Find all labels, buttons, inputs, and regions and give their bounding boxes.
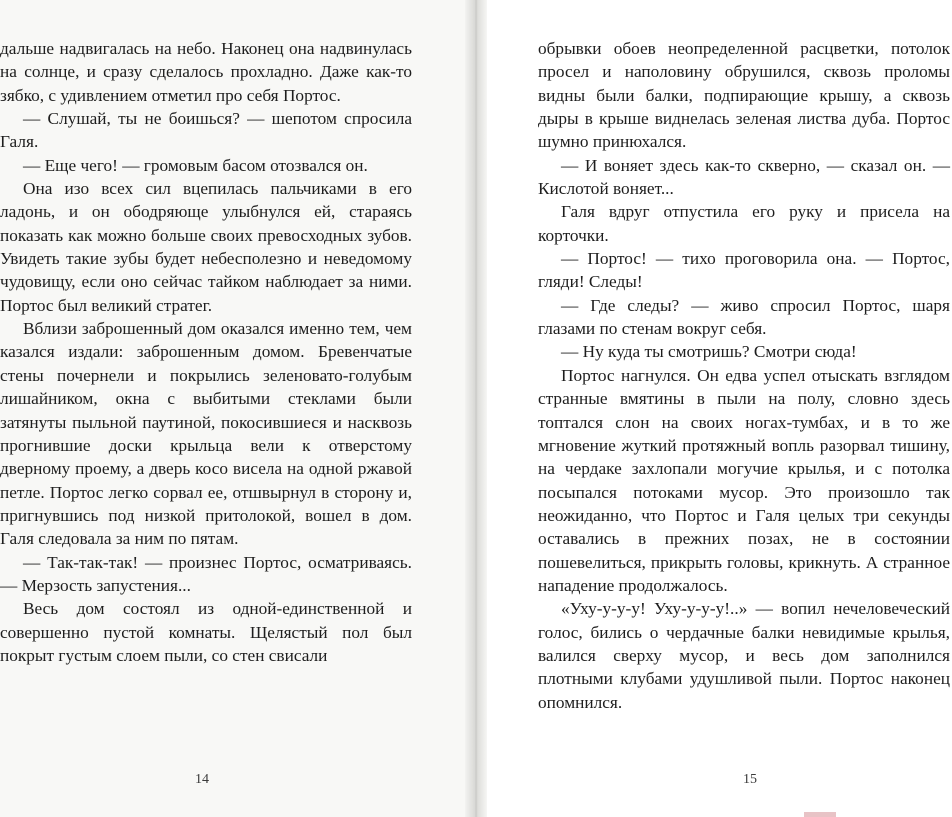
bottom-edge-mark bbox=[804, 812, 836, 817]
paragraph: — Портос! — тихо проговорила она. — Портос, гляди! Следы! bbox=[538, 249, 950, 292]
paragraph: Весь дом состоял из одной-единственной и совершенно пустой комнаты. Щелястый пол был покрыт густым слоем пыли, со стен свисали bbox=[0, 599, 412, 665]
paragraph: — Так-так-так! — произнес Портос, осматриваясь. — Мерзость запустения... bbox=[0, 552, 412, 595]
paragraph: — И воняет здесь как-то скверно, — сказал он. — Кислотой воняет... bbox=[538, 155, 950, 199]
paragraph: Портос нагнулся. Он едва успел отыскать взглядом странные вмятины в пыли на полу, словно здесь топтался слон на своих ногах-тумбах, и в то же мгновение жуткий протяжный вопль разорвал тишину, на чердаке захлопали могучие крылья, и с потолка посыпался потоками мусор. Это произошло так неожиданно, что Портос и Галя целых три секунды оставались в прежних позах, не в состоянии пошевелиться, прикрыть головы, крикнуть. А странное нападение продолжалось. bbox=[538, 365, 950, 595]
paragraph: — Еще чего! — громовым басом отозвался он. bbox=[23, 155, 368, 175]
paragraph: — Где следы? — живо спросил Портос, шаря глазами по стенам вокруг себя. bbox=[538, 295, 950, 339]
right-page-text bbox=[538, 37, 950, 714]
left-page bbox=[0, 0, 474, 817]
right-page bbox=[478, 0, 952, 817]
paragraph: Она изо всех сил вцепилась пальчиками в его ладонь, и он ободряюще улыбнулся ей, стараясь показать как можно больше своих превосходных зубов. Увидеть такие зубы будет небесполезно и неведомому чудовищу, если оно сейчас тайком наблюдает за ними. Портос был великий стратег. bbox=[0, 179, 412, 315]
paragraph: — Ну куда ты смотришь? Смотри сюда! bbox=[561, 342, 857, 362]
left-page-text bbox=[0, 37, 412, 667]
paragraph: — Слушай, ты не боишься? — шепотом спросила Галя. bbox=[0, 109, 412, 152]
paragraph: Галя вдруг отпустила его руку и присела на корточки. bbox=[538, 202, 950, 245]
paragraph: обрывки обоев неопределенной расцветки, потолок просел и наполовину обрушился, сквозь проломы видны были балки, подпирающие крышу, а сквозь дыры в крыше виднелась зеленая листва дуба. Портос шумно принюхался. bbox=[538, 39, 950, 152]
page-number-left: 14 bbox=[195, 772, 209, 787]
paragraph: Вблизи заброшенный дом оказался именно тем, чем казался издали: заброшенным домом. Бревенчатые стены почернели и покрылись зеленовато-голубым лишайником, окна с выбитыми стеклами были затянуты пыльной паутиной, покосившиеся и насквозь прогнившие доски крыльца вели к отверстому дверному проему, а дверь косо висела на одной ржавой петле. Портос легко сорвал ее, отшвырнул в сторону и, пригнувшись под низкой притолокой, вошел в дом. Галя следовала за ним по пятам. bbox=[0, 319, 412, 549]
page-number-right: 15 bbox=[743, 772, 757, 787]
book-gutter bbox=[465, 0, 487, 817]
paragraph: «Уху-у-у-у! Уху-у-у-у!..» — вопил нечеловеческий голос, бились о чердачные балки невидимые крылья, валился сверху мусор, и весь дом заполнился плотными клубами удушливой пыли. Портос наконец опомнился. bbox=[538, 599, 950, 712]
paragraph: дальше надвигалась на небо. Наконец она надвинулась на солнце, и сразу сделалось прохладно. Даже как-то зябко, с удивлением отметил про себя Портос. bbox=[0, 39, 412, 105]
